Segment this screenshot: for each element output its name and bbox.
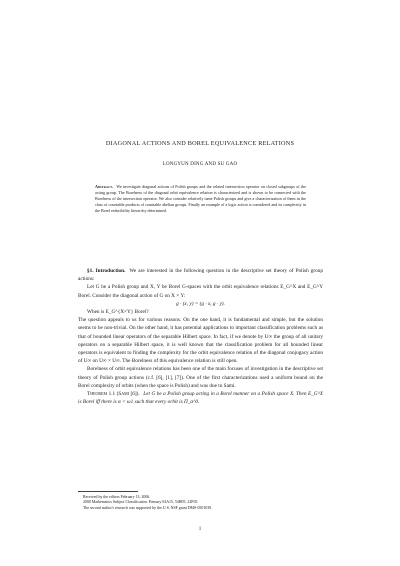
- theorem-text: Let G be a Polish group acting in a Borel manner on a Polish space X. Then E_G^X is Borel iff there is α < ω1 such that every orbit is Π_α^0.: [78, 391, 324, 406]
- section-heading: §1. Introduction.: [87, 268, 126, 274]
- diagonal-action-formula: g · (x, y) = (g · x, g · y).: [176, 300, 225, 307]
- paper-authors: LONGYUN DING AND SU GAO: [162, 162, 238, 167]
- body-text: [78, 267, 323, 406]
- intro-paragraph: [78, 267, 323, 283]
- footnote-rule: [78, 491, 138, 492]
- intro-text: We are interested in the following question in the descriptive set theory of Polish group actions:: [78, 268, 323, 283]
- abstract-heading: Abstract.: [95, 184, 114, 189]
- footnote-grant: The second author's research was supported by the U.S. NSF grant DMS-0501039.: [83, 505, 213, 510]
- theorem-block: [78, 390, 323, 406]
- abstract-block: [95, 184, 306, 214]
- motivation-paragraph: The question appeals to us for various reasons. On the one hand, it is fundamental and simple, but the solution seems to be non-trivial. On the other hand, it has potential applications to important classification problems such as that of bounded linear operators of the separable Hilbert space. In fact, if we denote by U∞ the group of all unitary operators on a separable Hilbert space, it is well known that the classification problem for all bounded linear operators is equivalent to finding the complexity for the orbit equivalence relation of the diagonal conjugacy action of U∞ on U∞ × U∞. The Borelness of this equivalence relation is still open.: [78, 317, 323, 365]
- theorem-heading: Theorem 1.1 (Sami [6]).: [87, 391, 140, 398]
- footnotes: [78, 491, 323, 511]
- footnote-classification: 2000 Mathematics Subject Classification. Primary 04A15, 54H05, 22F05.: [83, 500, 199, 505]
- footnote-received: Received by the editors February 13, 2006.: [83, 495, 151, 499]
- question-paragraph: Let G be a Polish group and X, Y be Borel G-spaces with the orbit equivalence relations E_G^X and E_G^Y Borel. Consider the diagonal action of G on X × Y:: [78, 284, 323, 299]
- abstract-text: We investigate diagonal actions of Polish groups and the related intersection operator on closed subgroups of the acting group. The Borelness of the diagonal orbit equivalence relation is characterized and is shown to be connected with the Borelness of the intersection operator. We also consider relatively tame Polish groups and give a characterization of them in the class of countable products of countable abelian groups. Finally an example of a logic action is considered and its complexity in the Borel reducibility hierarchy determined.: [95, 184, 306, 214]
- question-line: When is E_G^{X×Y} Borel?: [87, 309, 149, 316]
- paper-title: DIAGONAL ACTIONS AND BOREL EQUIVALENCE RELATIONS: [105, 140, 295, 147]
- history-paragraph: Borelness of orbit equivalence relations has been one of the main focuses of investigation in the descriptive set theory of Polish group actions (c.f. [6], [1], [7]). One of the first characterizations used a uniform bound on the Borel complexity of orbits (when the space is Polish) and was due to Sami.: [78, 366, 323, 389]
- page-number: 1: [198, 527, 202, 532]
